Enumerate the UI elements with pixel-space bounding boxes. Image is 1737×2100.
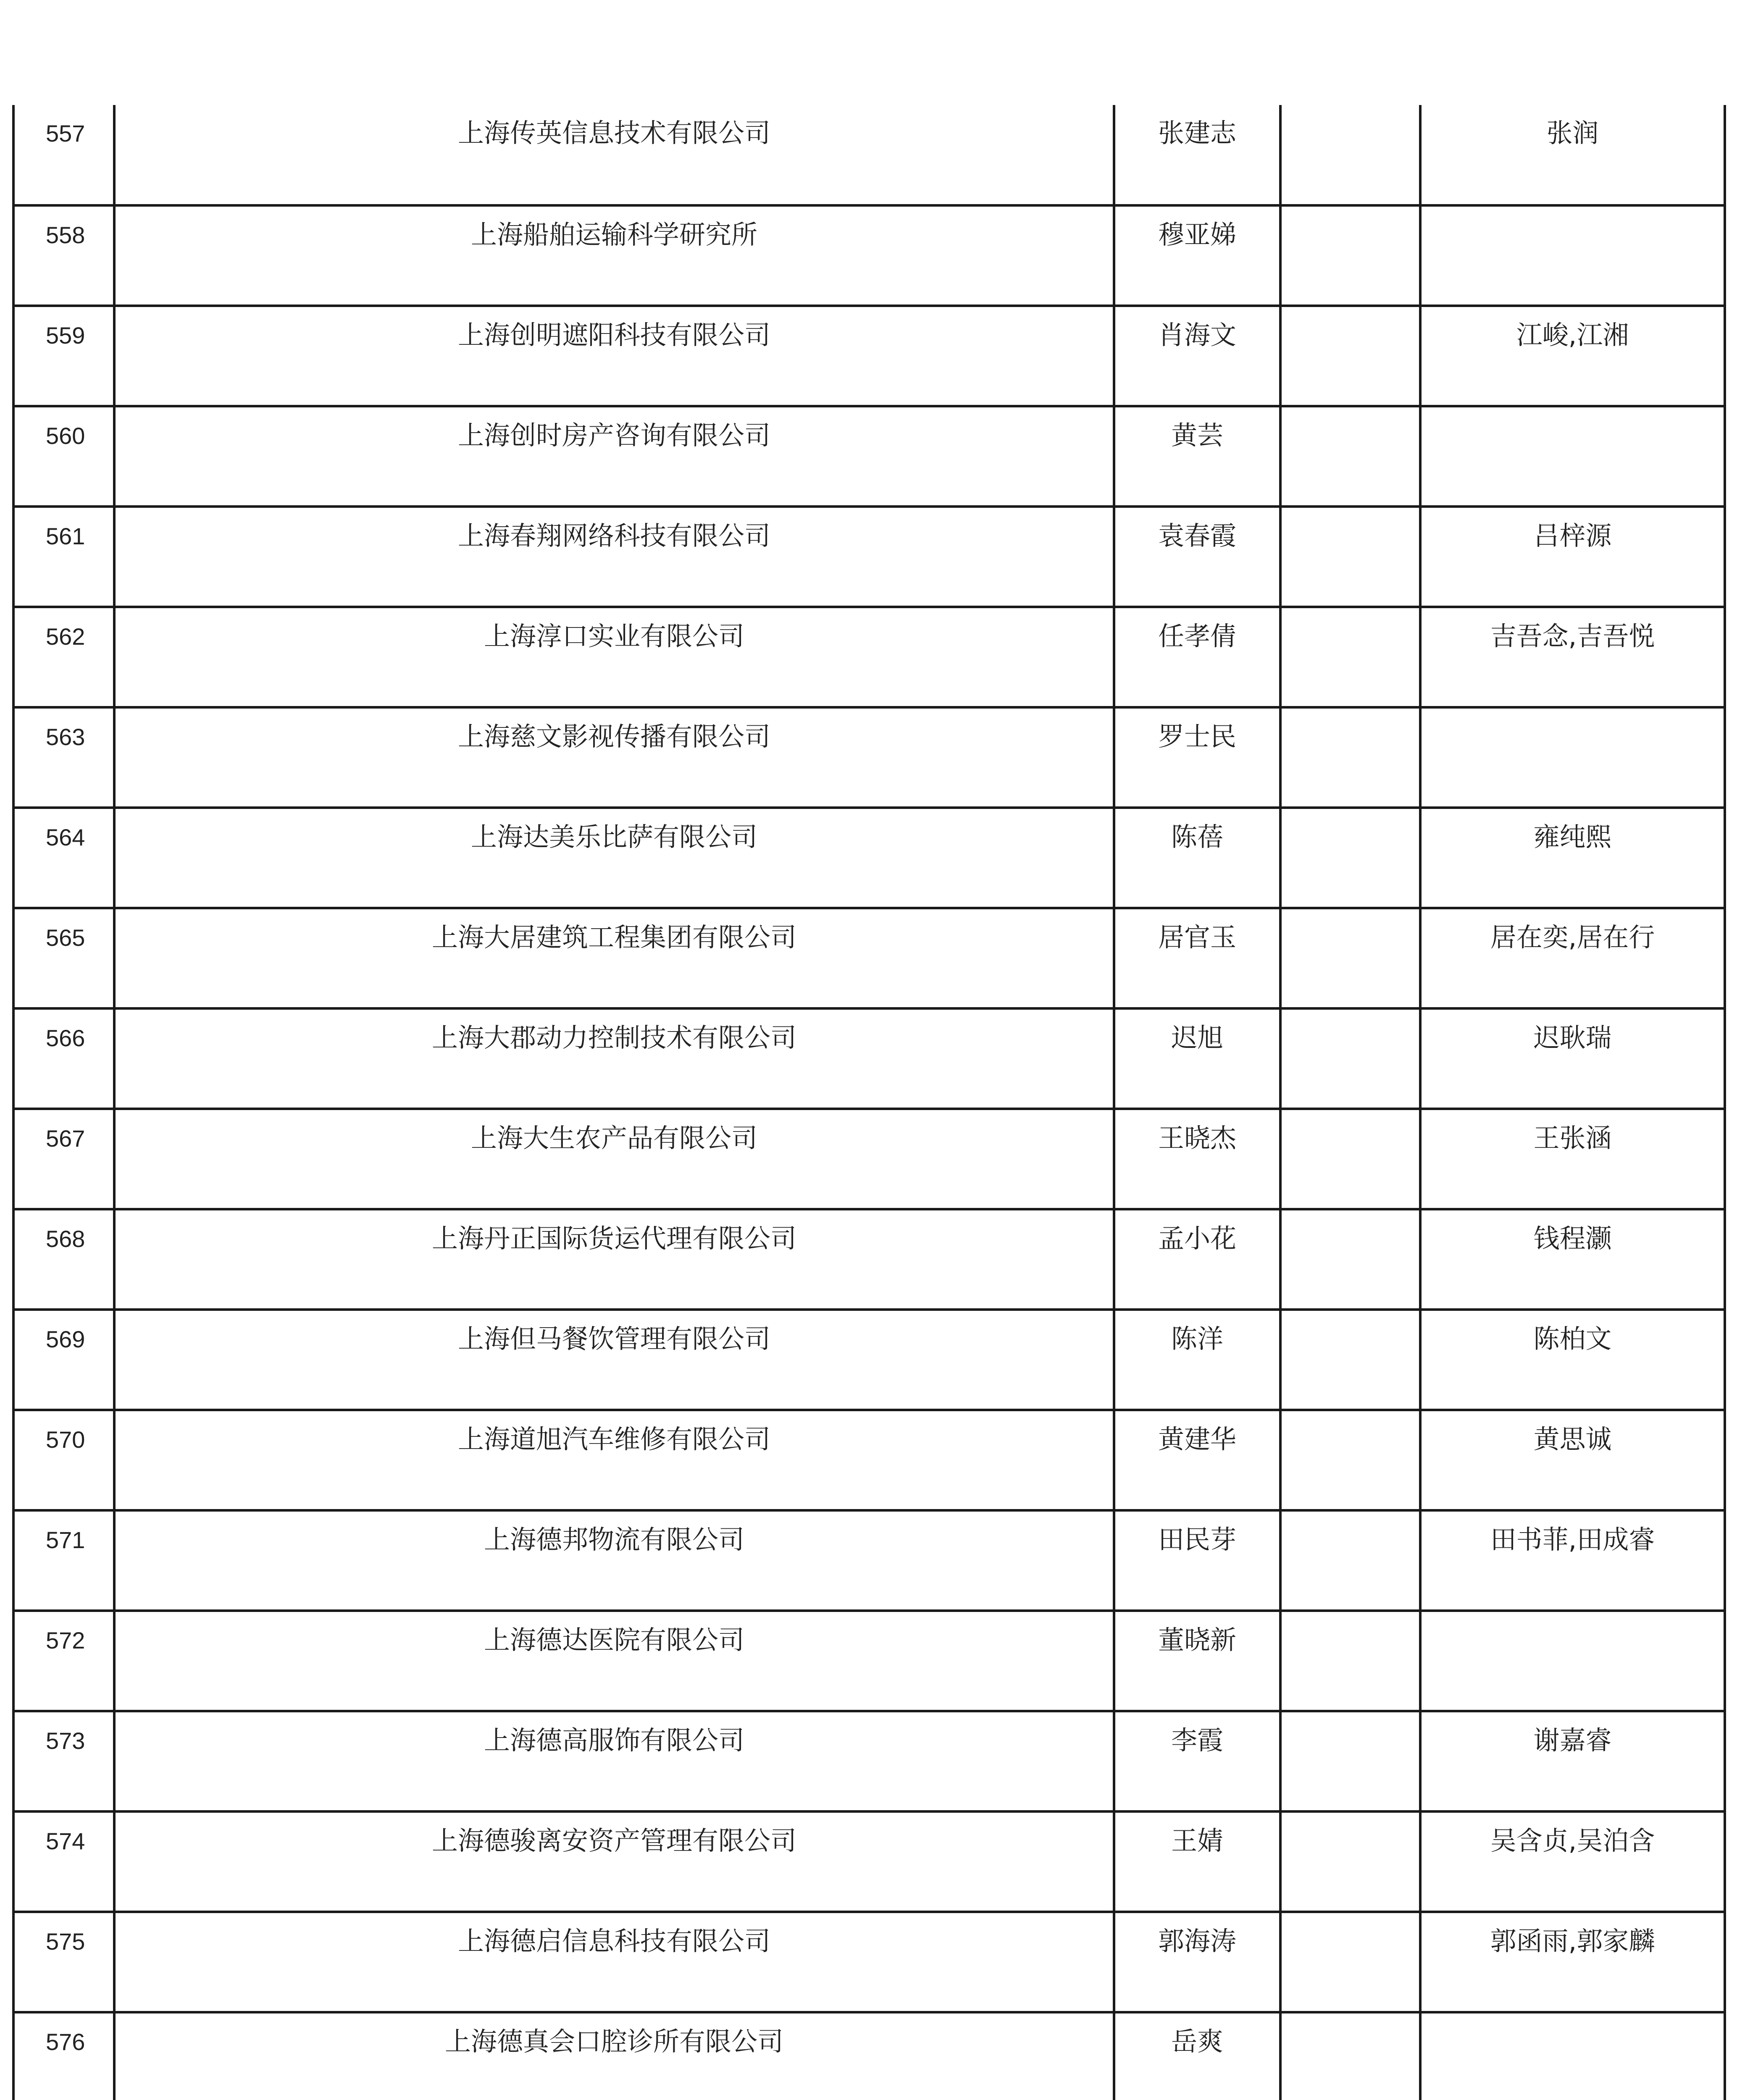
contact-name-cell: 孟小花 bbox=[1114, 1209, 1280, 1310]
company-name-cell: 上海德骏离安资产管理有限公司 bbox=[114, 1811, 1114, 1912]
contact-name-cell: 岳爽 bbox=[1114, 2012, 1280, 2100]
table-row bbox=[13, 306, 1725, 406]
table-row bbox=[13, 908, 1725, 1008]
related-names-cell bbox=[1420, 1611, 1725, 1711]
related-names-cell: 黄思诚 bbox=[1420, 1410, 1725, 1510]
related-names-cell: 田书菲,田成睿 bbox=[1420, 1510, 1725, 1611]
blank-cell bbox=[1280, 607, 1420, 707]
table-row bbox=[13, 2012, 1725, 2100]
contact-name-cell: 穆亚娣 bbox=[1114, 205, 1280, 306]
contact-name-cell: 罗士民 bbox=[1114, 707, 1280, 808]
related-names-cell: 张润 bbox=[1420, 105, 1725, 205]
row-number-cell: 570 bbox=[13, 1410, 114, 1510]
contact-name-cell: 张建志 bbox=[1114, 105, 1280, 205]
contact-name-cell: 黄芸 bbox=[1114, 406, 1280, 507]
company-name-cell: 上海创时房产咨询有限公司 bbox=[114, 406, 1114, 507]
contact-name-cell: 王婧 bbox=[1114, 1811, 1280, 1912]
contact-name-cell: 郭海涛 bbox=[1114, 1912, 1280, 2012]
related-names-cell: 迟耿瑞 bbox=[1420, 1008, 1725, 1109]
company-name-cell: 上海德邦物流有限公司 bbox=[114, 1510, 1114, 1611]
table-row bbox=[13, 507, 1725, 607]
contact-name-cell: 田民芽 bbox=[1114, 1510, 1280, 1611]
table-body bbox=[13, 105, 1725, 2100]
row-number-cell: 565 bbox=[13, 908, 114, 1008]
contact-name-cell: 李霞 bbox=[1114, 1711, 1280, 1811]
company-name-cell: 上海大生农产品有限公司 bbox=[114, 1109, 1114, 1209]
contact-name-cell: 王晓杰 bbox=[1114, 1109, 1280, 1209]
company-name-cell: 上海传英信息技术有限公司 bbox=[114, 105, 1114, 205]
blank-cell bbox=[1280, 1510, 1420, 1611]
table-row bbox=[13, 1008, 1725, 1109]
company-name-cell: 上海大居建筑工程集团有限公司 bbox=[114, 908, 1114, 1008]
blank-cell bbox=[1280, 1109, 1420, 1209]
blank-cell bbox=[1280, 205, 1420, 306]
blank-cell bbox=[1280, 2012, 1420, 2100]
company-name-cell: 上海大郡动力控制技术有限公司 bbox=[114, 1008, 1114, 1109]
blank-cell bbox=[1280, 105, 1420, 205]
company-name-cell: 上海慈文影视传播有限公司 bbox=[114, 707, 1114, 808]
company-name-cell: 上海船舶运输科学研究所 bbox=[114, 205, 1114, 306]
related-names-cell: 吕梓源 bbox=[1420, 507, 1725, 607]
row-number-cell: 563 bbox=[13, 707, 114, 808]
contact-name-cell: 陈洋 bbox=[1114, 1310, 1280, 1410]
related-names-cell bbox=[1420, 406, 1725, 507]
contact-name-cell: 迟旭 bbox=[1114, 1008, 1280, 1109]
row-number-cell: 574 bbox=[13, 1811, 114, 1912]
related-names-cell: 居在奕,居在行 bbox=[1420, 908, 1725, 1008]
company-name-cell: 上海道旭汽车维修有限公司 bbox=[114, 1410, 1114, 1510]
related-names-cell bbox=[1420, 2012, 1725, 2100]
blank-cell bbox=[1280, 406, 1420, 507]
company-name-cell: 上海德达医院有限公司 bbox=[114, 1611, 1114, 1711]
row-number-cell: 568 bbox=[13, 1209, 114, 1310]
contact-name-cell: 陈蓓 bbox=[1114, 808, 1280, 908]
table-row bbox=[13, 1811, 1725, 1912]
contact-name-cell: 黄建华 bbox=[1114, 1410, 1280, 1510]
table-row bbox=[13, 105, 1725, 205]
contact-name-cell: 肖海文 bbox=[1114, 306, 1280, 406]
table-row bbox=[13, 406, 1725, 507]
table-row bbox=[13, 1209, 1725, 1310]
related-names-cell: 雍纯熙 bbox=[1420, 808, 1725, 908]
blank-cell bbox=[1280, 808, 1420, 908]
table-row bbox=[13, 808, 1725, 908]
table-row bbox=[13, 1410, 1725, 1510]
related-names-cell bbox=[1420, 707, 1725, 808]
table-row bbox=[13, 1912, 1725, 2012]
row-number-cell: 557 bbox=[13, 105, 114, 205]
table-row bbox=[13, 707, 1725, 808]
blank-cell bbox=[1280, 707, 1420, 808]
blank-cell bbox=[1280, 306, 1420, 406]
row-number-cell: 575 bbox=[13, 1912, 114, 2012]
blank-cell bbox=[1280, 1310, 1420, 1410]
related-names-cell: 陈柏文 bbox=[1420, 1310, 1725, 1410]
row-number-cell: 566 bbox=[13, 1008, 114, 1109]
contact-name-cell: 董晓新 bbox=[1114, 1611, 1280, 1711]
blank-cell bbox=[1280, 507, 1420, 607]
row-number-cell: 572 bbox=[13, 1611, 114, 1711]
company-name-cell: 上海创明遮阳科技有限公司 bbox=[114, 306, 1114, 406]
blank-cell bbox=[1280, 1209, 1420, 1310]
row-number-cell: 562 bbox=[13, 607, 114, 707]
blank-cell bbox=[1280, 1410, 1420, 1510]
row-number-cell: 561 bbox=[13, 507, 114, 607]
company-name-cell: 上海德高服饰有限公司 bbox=[114, 1711, 1114, 1811]
row-number-cell: 559 bbox=[13, 306, 114, 406]
related-names-cell: 吴含贞,吴泊含 bbox=[1420, 1811, 1725, 1912]
row-number-cell: 573 bbox=[13, 1711, 114, 1811]
related-names-cell bbox=[1420, 205, 1725, 306]
row-number-cell: 576 bbox=[13, 2012, 114, 2100]
related-names-cell: 郭函雨,郭家麟 bbox=[1420, 1912, 1725, 2012]
blank-cell bbox=[1280, 1711, 1420, 1811]
company-name-cell: 上海但马餐饮管理有限公司 bbox=[114, 1310, 1114, 1410]
row-number-cell: 564 bbox=[13, 808, 114, 908]
table-row bbox=[13, 1310, 1725, 1410]
contact-name-cell: 袁春霞 bbox=[1114, 507, 1280, 607]
company-name-cell: 上海春翔网络科技有限公司 bbox=[114, 507, 1114, 607]
related-names-cell: 吉吾念,吉吾悦 bbox=[1420, 607, 1725, 707]
company-name-cell: 上海德真会口腔诊所有限公司 bbox=[114, 2012, 1114, 2100]
contact-name-cell: 居官玉 bbox=[1114, 908, 1280, 1008]
company-name-cell: 上海淳口实业有限公司 bbox=[114, 607, 1114, 707]
company-name-cell: 上海丹正国际货运代理有限公司 bbox=[114, 1209, 1114, 1310]
row-number-cell: 569 bbox=[13, 1310, 114, 1410]
table-row bbox=[13, 1711, 1725, 1811]
table-row bbox=[13, 1510, 1725, 1611]
company-name-cell: 上海德启信息科技有限公司 bbox=[114, 1912, 1114, 2012]
table-row bbox=[13, 1109, 1725, 1209]
row-number-cell: 571 bbox=[13, 1510, 114, 1611]
blank-cell bbox=[1280, 1611, 1420, 1711]
table-row bbox=[13, 607, 1725, 707]
table-row bbox=[13, 1611, 1725, 1711]
row-number-cell: 567 bbox=[13, 1109, 114, 1209]
blank-cell bbox=[1280, 908, 1420, 1008]
related-names-cell: 谢嘉睿 bbox=[1420, 1711, 1725, 1811]
contact-name-cell: 任孝倩 bbox=[1114, 607, 1280, 707]
blank-cell bbox=[1280, 1008, 1420, 1109]
blank-cell bbox=[1280, 1912, 1420, 2012]
row-number-cell: 560 bbox=[13, 406, 114, 507]
table-row bbox=[13, 205, 1725, 306]
related-names-cell: 江峻,江湘 bbox=[1420, 306, 1725, 406]
related-names-cell: 王张涵 bbox=[1420, 1109, 1725, 1209]
blank-cell bbox=[1280, 1811, 1420, 1912]
data-table bbox=[12, 105, 1726, 2100]
company-name-cell: 上海达美乐比萨有限公司 bbox=[114, 808, 1114, 908]
related-names-cell: 钱程灏 bbox=[1420, 1209, 1725, 1310]
row-number-cell: 558 bbox=[13, 205, 114, 306]
